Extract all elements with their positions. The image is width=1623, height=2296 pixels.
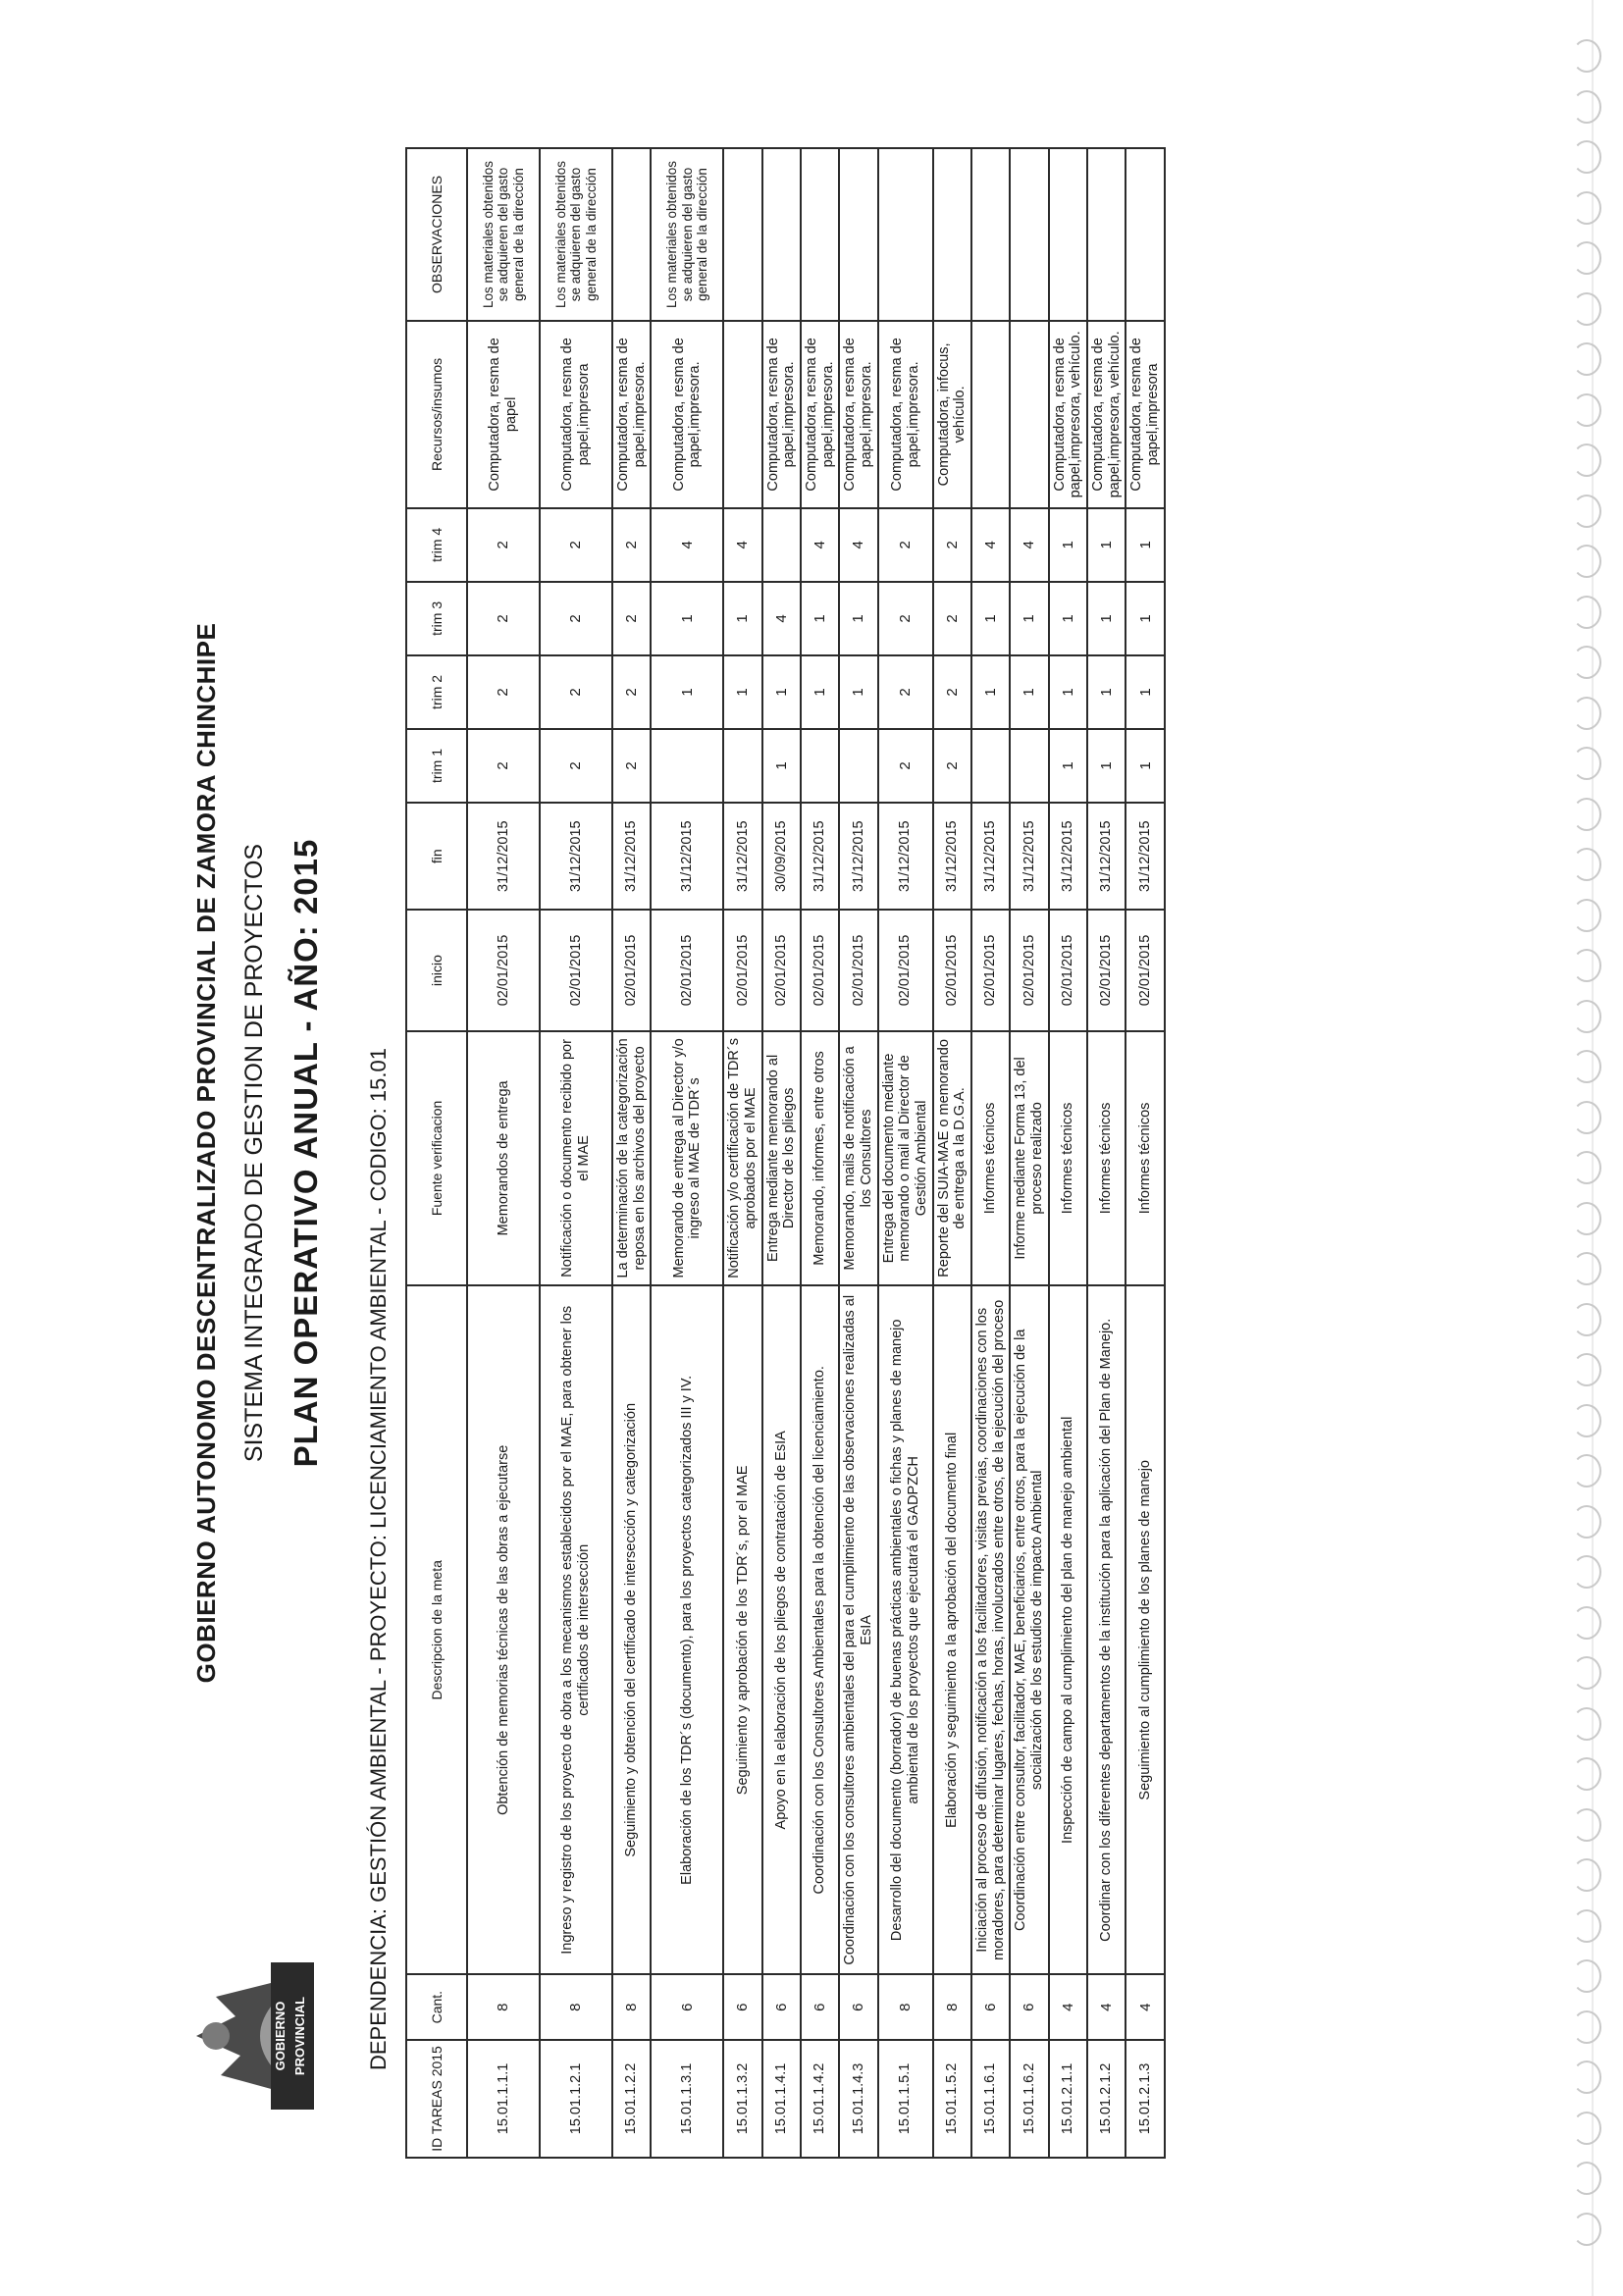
dependencia-line: DEPENDENCIA: GESTIÓN AMBIENTAL - PROYECTO: LICENCIAMIENTO AMBIENTAL - CODIGO: 15.01 (366, 1048, 391, 2070)
cell-observaciones (762, 148, 801, 321)
binder-ring-icon (1572, 90, 1601, 124)
table-row (651, 148, 723, 2158)
cell-recursos: Computadora, resma de papel,impresora, vehículo. (1049, 321, 1087, 508)
cell-id: 15.01.1.3.2 (723, 2040, 761, 2158)
cell-trim1: 2 (467, 729, 540, 803)
cell-id: 15.01.1.5.1 (878, 2040, 933, 2158)
cell-cant: 6 (801, 1974, 839, 2039)
cell-trim1: 1 (1126, 729, 1164, 803)
cell-inicio: 02/01/2015 (1010, 910, 1048, 1030)
cell-descripcion: Inspección de campo al cumplimiento del plan de manejo ambiental (1049, 1285, 1087, 1974)
cell-cant: 8 (933, 1974, 971, 2039)
binder-ring-icon (1572, 292, 1601, 326)
cell-fuente: Memorando, mails de notificación a los Consultores (839, 1031, 877, 1285)
cell-inicio: 02/01/2015 (878, 910, 933, 1030)
cell-observaciones (933, 148, 971, 321)
cell-trim3: 4 (762, 582, 801, 655)
document-page (152, 147, 1438, 2159)
cell-fuente: Informe mediante Forma 13, del proceso realizado (1010, 1031, 1048, 1285)
cell-inicio: 02/01/2015 (723, 910, 761, 1030)
binder-ring-icon (1572, 1858, 1601, 1892)
cell-trim2: 1 (762, 655, 801, 729)
plan-title: PLAN OPERATIVO ANUAL - AÑO: 2015 (288, 838, 324, 1468)
binder-ring-icon (1572, 444, 1601, 477)
cell-observaciones (1049, 148, 1087, 321)
cell-descripcion: Ingreso y registro de los proyecto de obra a los mecanismos establecidos por el MAE, para obtener los certificados de intersección (540, 1285, 612, 1974)
table-row (1049, 148, 1087, 2158)
table-row (1010, 148, 1048, 2158)
binder-ring-icon (1572, 1707, 1601, 1741)
cell-fin: 31/12/2015 (971, 803, 1010, 910)
cell-cant: 4 (1087, 1974, 1126, 2039)
cell-id: 15.01.1.4.3 (839, 2040, 877, 2158)
table-row (540, 148, 612, 2158)
cell-trim4: 4 (839, 508, 877, 582)
cell-trim3: 2 (933, 582, 971, 655)
binder-ring-icon (1572, 747, 1601, 780)
table-header-row (406, 148, 467, 2158)
cell-recursos (1010, 321, 1048, 508)
cell-trim2: 2 (933, 655, 971, 729)
binder-ring-icon (1572, 495, 1601, 528)
cell-fuente: Notificación y/o certificación de TDR´s aprobados por el MAE (723, 1031, 761, 1285)
cell-id: 15.01.1.6.2 (1010, 2040, 1048, 2158)
cell-id: 15.01.1.2.1 (540, 2040, 612, 2158)
cell-trim2: 1 (839, 655, 877, 729)
cell-trim2: 1 (723, 655, 761, 729)
cell-inicio: 02/01/2015 (1087, 910, 1126, 1030)
cell-id: 15.01.1.6.1 (971, 2040, 1010, 2158)
table-row (801, 148, 839, 2158)
cell-trim1 (801, 729, 839, 803)
cell-trim2: 2 (878, 655, 933, 729)
cell-trim4: 2 (878, 508, 933, 582)
cell-fin: 31/12/2015 (1126, 803, 1164, 910)
cell-trim4: 4 (651, 508, 723, 582)
plan-operativo-table (405, 147, 1166, 2159)
binder-ring-icon (1572, 646, 1601, 679)
cell-trim1 (723, 729, 761, 803)
cell-trim3: 2 (467, 582, 540, 655)
cell-id: 15.01.1.3.1 (651, 2040, 723, 2158)
cell-cant: 6 (1010, 1974, 1048, 2039)
cell-id: 15.01.1.2.2 (612, 2040, 651, 2158)
table-row (878, 148, 933, 2158)
table-row (839, 148, 877, 2158)
cell-trim3: 2 (612, 582, 651, 655)
col-header-inicio: inicio (406, 910, 467, 1030)
binder-ring-icon (1572, 1909, 1601, 1943)
binder-ring-icon (1572, 2112, 1601, 2145)
cell-recursos: Computadora, resma de papel,impresora (1126, 321, 1164, 508)
table-row (762, 148, 801, 2158)
cell-observaciones (723, 148, 761, 321)
cell-fuente: Informes técnicos (1087, 1031, 1126, 1285)
cell-cant: 8 (612, 1974, 651, 2039)
cell-descripcion: Elaboración de los TDR´s (documento), para los proyectos categorizados III y IV. (651, 1285, 723, 1974)
cell-id: 15.01.1.1.1 (467, 2040, 540, 2158)
cell-trim4: 2 (612, 508, 651, 582)
cell-fin: 31/12/2015 (1049, 803, 1087, 910)
cell-inicio: 02/01/2015 (1126, 910, 1164, 1030)
cell-fin: 31/12/2015 (1010, 803, 1048, 910)
cell-descripcion: Coordinar con los diferentes departamentos de la institución para la aplicación del Plan de Manejo. (1087, 1285, 1126, 1974)
logo-text-2: Zamora Chinchipe (312, 1980, 327, 2092)
cell-trim4: 1 (1087, 508, 1126, 582)
cell-observaciones: Los materiales obtenidos se adquieren del gasto general de la dirección (467, 148, 540, 321)
col-header-descripcion: Descripcion de la meta (406, 1285, 467, 1974)
col-header-trim3: trim 3 (406, 582, 467, 655)
cell-inicio: 02/01/2015 (839, 910, 877, 1030)
cell-fuente: Entrega mediante memorando al Director de los pliegos (762, 1031, 801, 1285)
cell-fuente: Informes técnicos (971, 1031, 1010, 1285)
binder-ring-icon (1572, 697, 1601, 730)
cell-trim2: 1 (1087, 655, 1126, 729)
cell-trim2: 1 (1126, 655, 1164, 729)
cell-fuente: Reporte del SUIA-MAE o memorando de entrega a la D.G.A. (933, 1031, 971, 1285)
cell-descripcion: Coordinación con los consultores ambientales del para el cumplimiento de las observaciones realizadas al EsIA (839, 1285, 877, 1974)
cell-trim1: 1 (1049, 729, 1087, 803)
cell-inicio: 02/01/2015 (540, 910, 612, 1030)
cell-inicio: 02/01/2015 (801, 910, 839, 1030)
binder-ring-icon (1572, 140, 1601, 174)
binder-ring-icon (1572, 1353, 1601, 1386)
cell-observaciones (1087, 148, 1126, 321)
cell-inicio: 02/01/2015 (762, 910, 801, 1030)
cell-observaciones (801, 148, 839, 321)
cell-trim1: 1 (1087, 729, 1126, 803)
cell-inicio: 02/01/2015 (971, 910, 1010, 1030)
system-title: SISTEMA INTEGRADO DE GESTION DE PROYECTOS (240, 843, 268, 1463)
cell-inicio: 02/01/2015 (933, 910, 971, 1030)
binder-ring-icon (1572, 1606, 1601, 1640)
table-row (933, 148, 971, 2158)
cell-recursos (723, 321, 761, 508)
binder-ring-icon (1572, 2061, 1601, 2094)
col-header-recursos: Recursos/insumos (406, 321, 467, 508)
binder-ring-icon (1572, 1808, 1601, 1842)
cell-trim1: 2 (612, 729, 651, 803)
cell-fin: 31/12/2015 (651, 803, 723, 910)
binder-rings (1564, 39, 1613, 2276)
binder-ring-icon (1572, 1050, 1601, 1083)
table-row (612, 148, 651, 2158)
cell-trim4: 4 (723, 508, 761, 582)
cell-recursos: Computadora, resma de papel,impresora (540, 321, 612, 508)
cell-trim1 (839, 729, 877, 803)
cell-fuente: Entrega del documento mediante memorando o mail al Director de Gestión Ambiental (878, 1031, 933, 1285)
cell-recursos: Computadora, resma de papel,impresora, vehículo. (1087, 321, 1126, 508)
cell-recursos: Computadora, resma de papel,impresora. (878, 321, 933, 508)
document-header (152, 147, 417, 2159)
table-row (971, 148, 1010, 2158)
binder-ring-icon (1572, 1202, 1601, 1235)
cell-recursos: Computadora, resma de papel (467, 321, 540, 508)
cell-id: 15.01.1.4.2 (801, 2040, 839, 2158)
cell-observaciones (878, 148, 933, 321)
cell-id: 15.01.1.4.1 (762, 2040, 801, 2158)
logo-text-1: GOBIERNO PROVINCIAL (273, 1996, 307, 2076)
cell-trim3: 2 (878, 582, 933, 655)
binder-ring-icon (1572, 1454, 1601, 1487)
cell-descripcion: Apoyo en la elaboración de los pliegos de contratación de EsIA (762, 1285, 801, 1974)
cell-fin: 31/12/2015 (801, 803, 839, 910)
cell-fin: 31/12/2015 (612, 803, 651, 910)
cell-trim2: 2 (467, 655, 540, 729)
cell-trim3: 1 (971, 582, 1010, 655)
binder-ring-icon (1572, 1000, 1601, 1033)
cell-descripcion: Coordinación con los Consultores Ambientales para la obtención del licenciamiento. (801, 1285, 839, 1974)
cell-trim1 (651, 729, 723, 803)
cell-observaciones: Los materiales obtenidos se adquieren del gasto general de la dirección (540, 148, 612, 321)
cell-cant: 8 (467, 1974, 540, 2039)
binder-ring-icon (1572, 1757, 1601, 1791)
cell-trim4: 2 (933, 508, 971, 582)
cell-id: 15.01.1.5.2 (933, 2040, 971, 2158)
binder-ring-icon (1572, 949, 1601, 982)
cell-trim1 (971, 729, 1010, 803)
cell-observaciones: Los materiales obtenidos se adquieren del gasto general de la dirección (651, 148, 723, 321)
cell-trim2: 2 (612, 655, 651, 729)
cell-fin: 31/12/2015 (839, 803, 877, 910)
cell-fin: 31/12/2015 (1087, 803, 1126, 910)
binder-ring-icon (1572, 39, 1601, 73)
cell-fuente: Notificación o documento recibido por el MAE (540, 1031, 612, 1285)
cell-inicio: 02/01/2015 (1049, 910, 1087, 1030)
col-header-cant: Cant. (406, 1974, 467, 2039)
binder-ring-icon (1572, 2162, 1601, 2195)
cell-observaciones (1126, 148, 1164, 321)
cell-cant: 6 (839, 1974, 877, 2039)
cell-recursos: Computadora, resma de papel,impresora. (762, 321, 801, 508)
cell-trim4: 4 (971, 508, 1010, 582)
cell-cant: 4 (1049, 1974, 1087, 2039)
cell-recursos: Computadora, resma de papel,impresora. (612, 321, 651, 508)
cell-descripcion: Elaboración y seguimiento a la aprobación del documento final (933, 1285, 971, 1974)
cell-recursos: Computadora, resma de papel,impresora. (839, 321, 877, 508)
col-header-trim1: trim 1 (406, 729, 467, 803)
cell-trim2: 1 (1010, 655, 1048, 729)
cell-descripcion: Iniciación al proceso de difusión, notificación a los facilitadores, visitas previas, coordinaciones con los moradores, para determinar lugares, fechas, horas, involucrados entre otros, de la ejecución del proceso (971, 1285, 1010, 1974)
cell-trim3: 1 (801, 582, 839, 655)
cell-trim1 (1010, 729, 1048, 803)
cell-cant: 6 (971, 1974, 1010, 2039)
cell-observaciones (839, 148, 877, 321)
binder-ring-icon (1572, 1959, 1601, 1993)
cell-descripcion: Coordinación entre consultor, facilitador, MAE, beneficiarios, entre otros, para la ejecución de la socialización de los estudios de impacto Ambiental (1010, 1285, 1048, 1974)
cell-cant: 8 (878, 1974, 933, 2039)
cell-trim4: 1 (1126, 508, 1164, 582)
cell-trim3: 1 (1126, 582, 1164, 655)
cell-trim2: 2 (540, 655, 612, 729)
cell-observaciones (1010, 148, 1048, 321)
table-body (467, 148, 1165, 2158)
cell-trim3: 1 (1087, 582, 1126, 655)
cell-recursos (971, 321, 1010, 508)
cell-trim2: 1 (1049, 655, 1087, 729)
cell-trim4: 2 (540, 508, 612, 582)
cell-fuente: Informes técnicos (1126, 1031, 1164, 1285)
cell-id: 15.01.2.1.3 (1126, 2040, 1164, 2158)
cell-observaciones (971, 148, 1010, 321)
col-header-id: ID TAREAS 2015 (406, 2040, 467, 2158)
binder-ring-icon (1572, 798, 1601, 831)
binder-ring-icon (1572, 342, 1601, 376)
cell-trim1: 1 (762, 729, 801, 803)
cell-id: 15.01.2.1.2 (1087, 2040, 1126, 2158)
col-header-fuente: Fuente verificacion (406, 1031, 467, 1285)
cell-recursos: Computadora, resma de papel,impresora. (801, 321, 839, 508)
cell-fin: 31/12/2015 (933, 803, 971, 910)
cell-fin: 31/12/2015 (878, 803, 933, 910)
cell-trim3: 1 (651, 582, 723, 655)
binder-ring-icon (1572, 1101, 1601, 1134)
binder-ring-icon (1572, 899, 1601, 932)
table-row (723, 148, 761, 2158)
cell-inicio: 02/01/2015 (612, 910, 651, 1030)
cell-trim4: 1 (1049, 508, 1087, 582)
cell-fuente: Memorando, informes, entre otros (801, 1031, 839, 1285)
cell-fuente: La determinación de la categorización reposa en los archivos del proyecto (612, 1031, 651, 1285)
cell-trim4 (762, 508, 801, 582)
col-header-trim4: trim 4 (406, 508, 467, 582)
cell-inicio: 02/01/2015 (467, 910, 540, 1030)
cell-recursos: Computadora, resma de papel,impresora. (651, 321, 723, 508)
binder-ring-icon (1572, 1303, 1601, 1336)
cell-fuente: Memorandos de entrega (467, 1031, 540, 1285)
table-row (467, 148, 540, 2158)
binder-ring-icon (1572, 1555, 1601, 1589)
cell-trim3: 2 (540, 582, 612, 655)
cell-fuente: Memorando de entrega al Director y/o ingreso al MAE de TDR´s (651, 1031, 723, 1285)
cell-fin: 30/09/2015 (762, 803, 801, 910)
cell-fin: 31/12/2015 (467, 803, 540, 910)
cell-inicio: 02/01/2015 (651, 910, 723, 1030)
binder-ring-icon (1572, 848, 1601, 881)
col-header-trim2: trim 2 (406, 655, 467, 729)
cell-trim1: 2 (933, 729, 971, 803)
binder-ring-icon (1572, 1656, 1601, 1690)
cell-trim3: 1 (1010, 582, 1048, 655)
cell-trim3: 1 (839, 582, 877, 655)
binder-ring-icon (1572, 1151, 1601, 1184)
binder-ring-icon (1572, 1252, 1601, 1285)
institution-title: GOBIERNO AUTONOMO DESCENTRALIZADO PROVINCIAL DE ZAMORA CHINCHIPE (191, 622, 221, 1684)
cell-trim1: 2 (540, 729, 612, 803)
binder-ring-icon (1572, 596, 1601, 629)
cell-descripcion: Obtención de memorias técnicas de las obras a ejecutarse (467, 1285, 540, 1974)
binder-ring-icon (1572, 241, 1601, 275)
cell-trim1: 2 (878, 729, 933, 803)
cell-fin: 31/12/2015 (540, 803, 612, 910)
cell-fin: 31/12/2015 (723, 803, 761, 910)
cell-cant: 6 (651, 1974, 723, 2039)
cell-trim3: 1 (1049, 582, 1087, 655)
table-row (1126, 148, 1164, 2158)
cell-recursos: Computadora, infocus, vehículo. (933, 321, 971, 508)
binder-ring-icon (1572, 2213, 1601, 2246)
cell-descripcion: Seguimiento y obtención del certificado de intersección y categorización (612, 1285, 651, 1974)
binder-ring-icon (1572, 1505, 1601, 1539)
cell-cant: 6 (723, 1974, 761, 2039)
cell-descripcion: Seguimiento y aprobación de los TDR´s, por el MAE (723, 1285, 761, 1974)
cell-cant: 4 (1126, 1974, 1164, 2039)
cell-trim4: 4 (1010, 508, 1048, 582)
cell-trim3: 1 (723, 582, 761, 655)
binder-ring-icon (1572, 545, 1601, 578)
col-header-fin: fin (406, 803, 467, 910)
cell-id: 15.01.2.1.1 (1049, 2040, 1087, 2158)
cell-trim4: 4 (801, 508, 839, 582)
cell-trim2: 1 (971, 655, 1010, 729)
binder-ring-icon (1572, 1404, 1601, 1437)
binder-ring-icon (1572, 2010, 1601, 2044)
cell-trim4: 2 (467, 508, 540, 582)
cell-descripcion: Seguimiento al cumplimiento de los planes de manejo (1126, 1285, 1164, 1974)
col-header-observaciones: OBSERVACIONES (406, 148, 467, 321)
cell-observaciones (612, 148, 651, 321)
binder-ring-icon (1572, 393, 1601, 427)
cell-cant: 8 (540, 1974, 612, 2039)
cell-trim2: 1 (801, 655, 839, 729)
cell-fuente: Informes técnicos (1049, 1031, 1087, 1285)
binder-ring-icon (1572, 191, 1601, 225)
cell-descripcion: Desarrollo del documento (borrador) de buenas prácticas ambientales o fichas y planes de manejo ambiental de los proyectos que ejecutará el GADPZCH (878, 1285, 933, 1974)
cell-trim2: 1 (651, 655, 723, 729)
table-row (1087, 148, 1126, 2158)
cell-cant: 6 (762, 1974, 801, 2039)
